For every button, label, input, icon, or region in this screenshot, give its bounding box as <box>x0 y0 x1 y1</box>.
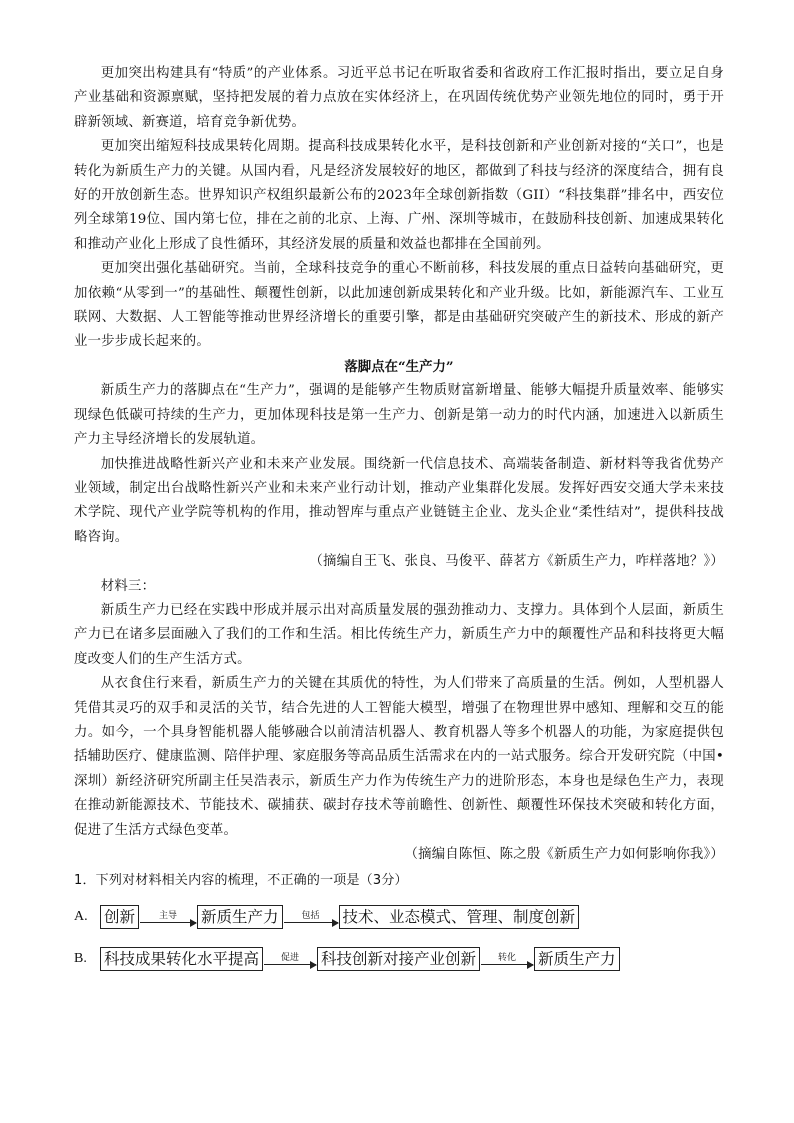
paragraph: 加快推进战略性新兴产业和未来产业发展。围绕新一代信息技术、高端装备制造、新材料等我省优势产业领域，制定出台战略性新兴产业和未来产业行动计划，推动产业集群化发展。发挥好西安交通大学未来技术学院、现代产业学院等机构的作用，推动智库与重点产业链链主企业、龙头企业“柔性结对”，提供科技战略咨询。 <box>74 456 724 545</box>
flow-box: 技术、业态模式、管理、制度创新 <box>339 905 580 929</box>
arrow-label: 主导 <box>159 911 178 922</box>
paragraph: 更加突出缩短科技成果转化周期。提高科技成果转化水平，是科技创新和产业创新对接的“关口”，也是转化为新质生产力的关键。从国内看，凡是经济发展较好的地区，都做到了科技与经济的深度结合，拥有良好的开放创新生态。世界知识产权组织最新公布的2023年全球创新指数（GII）“科技集群”排名中，西安位列全球第19位、国内第七位，排在之前的北京、上海、广州、深圳等城市，在鼓励科技创新、加速成果转化和推动产业化上形成了良性循环，其经济发展的质量和效益也都排在全国前列。 <box>74 139 724 252</box>
option-a-diagram <box>74 902 724 932</box>
question-stem: 1．下列对材料相关内容的梳理，不正确的一项是（3分） <box>74 873 408 889</box>
flow-box: 创新 <box>100 905 139 929</box>
material-label: 材料三： <box>100 578 156 594</box>
document-page <box>74 62 724 974</box>
arrow-label: 转化 <box>498 953 517 964</box>
option-letter: B. <box>74 950 87 966</box>
paragraph: 新质生产力的落脚点在“生产力”，强调的是能够产生物质财富新增量、能够大幅提升质量效率、能够实现绿色低碳可持续的生产力，更加体现科技是第一生产力、创新是第一动力的时代内涵，加速进入以新质生产力主导经济增长的发展轨道。 <box>74 383 724 448</box>
paragraph: 更加突出强化基础研究。当前，全球科技竞争的重心不断前移，科技发展的重点日益转向基础研究，更加依赖“从零到一”的基础性、颠覆性创新，以此加速创新成果转化和产业升级。比如，新能源汽车、工业互联网、大数据、人工智能等推动世界经济增长的重要引擎，都是由基础研究突破产生的新技术、形成的新产业一步步成长起来的。 <box>74 261 724 350</box>
arrow-icon <box>480 943 534 965</box>
flow-box: 科技成果转化水平提高 <box>100 947 263 971</box>
flow-box: 新质生产力 <box>534 947 620 971</box>
source-citation: （摘编自陈恒、陈之殷《新质生产力如何影响你我》） <box>404 847 724 862</box>
arrow-icon <box>139 901 197 923</box>
arrow-label: 促进 <box>281 953 300 964</box>
arrow-label: 包括 <box>301 911 320 922</box>
paragraph: 新质生产力已经在实践中形成并展示出对高质量发展的强劲推动力、支撑力。具体到个人层面，新质生产力已在诸多层面融入了我们的工作和生活。相比传统生产力，新质生产力中的颠覆性产品和科技将更大幅度改变人们的生产生活方式。 <box>74 602 724 667</box>
paragraph: 从衣食住行来看，新质生产力的关键在其质优的特性，为人们带来了高质量的生活。例如，人型机器人凭借其灵巧的双手和灵活的关节，结合先进的人工智能大模型，增强了在物理世界中感知、理解和交互的能力。如今，一个具身智能机器人能够融合以前清洁机器人、教育机器人等多个机器人的功能，为家庭提供包括辅助医疗、健康监测、陪伴护理、家庭服务等高品质生活需求在内的一站式服务。综合开发研究院（中国•深圳）新经济研究所副主任吴浩表示，新质生产力作为传统生产力的进阶形态，本身也是绿色生产力，表现在推动新能源技术、节能技术、碳捕获、碳封存技术等前瞻性、创新性、颠覆性环保技术突破和转化方面，促进了生活方式绿色变革。 <box>74 676 724 838</box>
option-b-diagram <box>74 944 724 974</box>
option-letter: A. <box>74 908 88 924</box>
source-citation: （摘编自王飞、张良、马俊平、薛茗方《新质生产力，咋样落地？》） <box>309 554 724 570</box>
paragraph: 更加突出构建具有“特质”的产业体系。习近平总书记在听取省委和省政府工作汇报时指出，要立足自身产业基础和资源禀赋，坚持把发展的着力点放在实体经济上，在巩固传统优势产业领先地位的同时，勇于开辟新领域、新赛道，培育竞争新优势。 <box>74 66 724 130</box>
arrow-icon <box>263 943 317 965</box>
flow-box: 新质生产力 <box>197 905 283 929</box>
arrow-icon <box>283 901 339 923</box>
section-heading: 落脚点在“生产力” <box>344 358 454 375</box>
flow-box: 科技创新对接产业创新 <box>317 947 480 971</box>
